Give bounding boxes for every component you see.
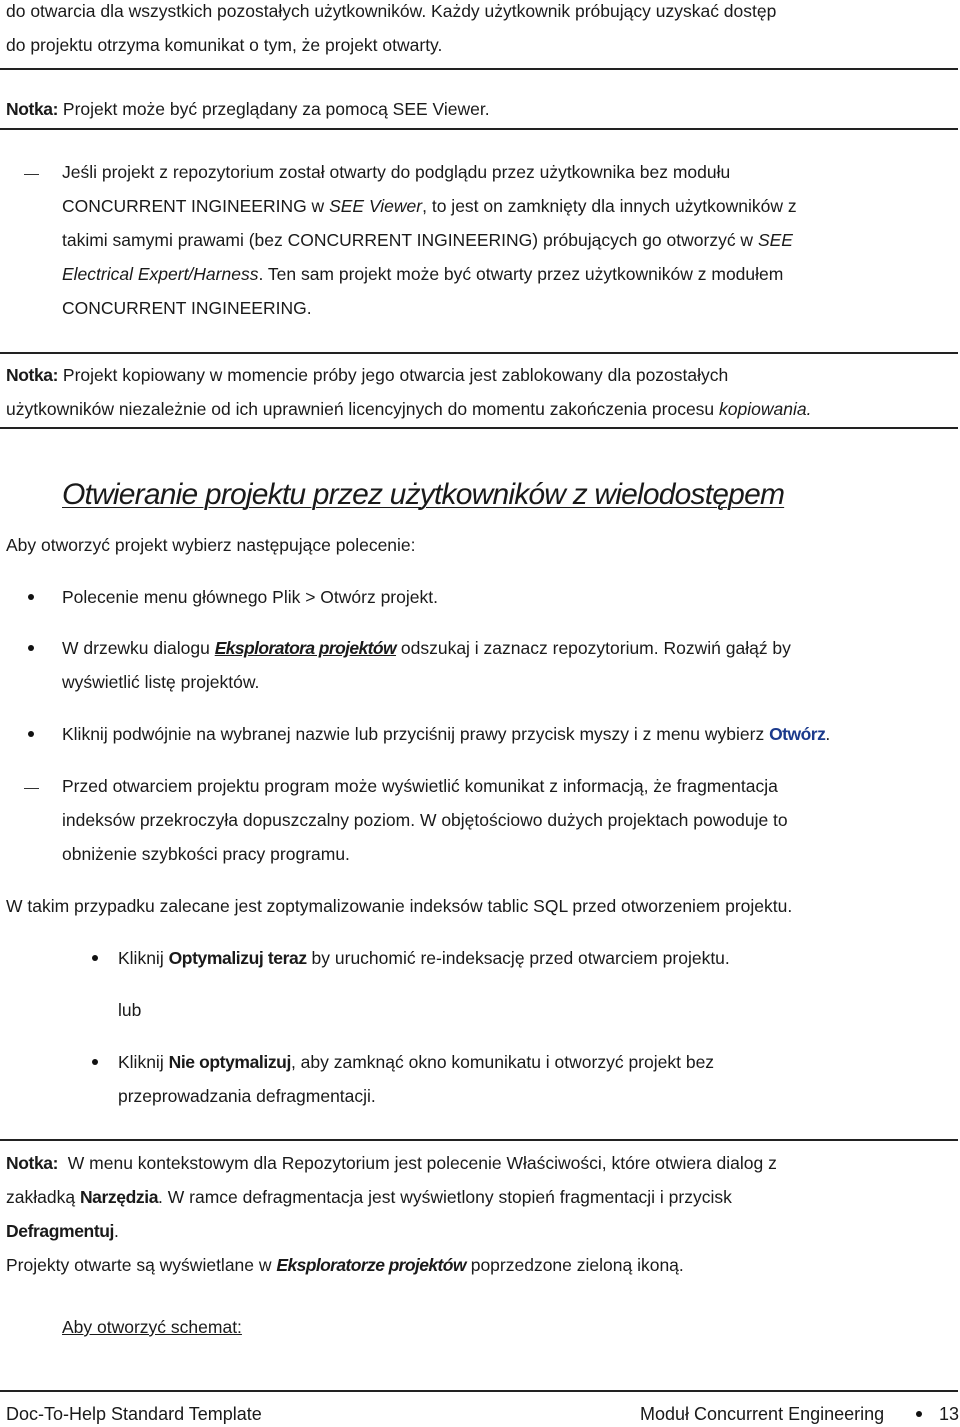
or-text: lub — [118, 1000, 142, 1020]
tools-tab-term: Narzędzia — [79, 1187, 159, 1207]
dash-item-line: CONCURRENT INGINEERING. — [62, 298, 312, 318]
note-bottom-rule — [0, 427, 958, 429]
note-viewer — [6, 98, 490, 120]
intro-text: Aby otworzyć projekt wybierz następujące polecenie: — [6, 535, 416, 555]
bullet-item: W drzewku dialogu Eksploratora projektów odszukaj i zaznacz repozytorium. Rozwiń gałąź by — [62, 638, 791, 658]
see-viewer-term: SEE Viewer — [329, 196, 423, 216]
no-optimize-term: Nie optymalizuj — [168, 1052, 291, 1072]
bullet — [92, 1059, 98, 1065]
note-copy: Notka: Projekt kopiowany w momencie próby jego otwarcia jest zablokowany dla pozostałych — [6, 365, 729, 385]
note-label: Notka: — [6, 99, 59, 119]
dash-item-line: Przed otwarciem projektu program może wyświetlić komunikat z informacją, że fragmentacja — [62, 776, 778, 796]
bullet-item: Kliknij podwójnie na wybranej nazwie lub przyciśnij prawy przycisk myszy i z menu wybierz Otwórz. — [62, 724, 831, 744]
section-heading: Otwieranie projektu przez użytkowników z wielodostępem — [62, 478, 785, 511]
note-top-rule — [0, 352, 958, 354]
bullet — [28, 594, 34, 600]
note-text: Projekt może być przeglądany za pomocą SEE Viewer. — [58, 99, 490, 119]
dash-item-line: takimi samymi prawami (bez CONCURRENT INGINEERING) próbujących go otworzyć w SEE — [62, 230, 793, 250]
note-label: Notka: — [6, 1153, 59, 1173]
dash-marker — [24, 174, 39, 175]
option-skip: Kliknij Nie optymalizuj, aby zamknąć okno komunikatu i otworzyć projekt bez — [118, 1052, 715, 1072]
explorer-term: Eksploratorze projektów — [276, 1255, 466, 1275]
footer-bullet — [916, 1411, 922, 1417]
product-term: Electrical Expert/Harness — [62, 264, 259, 284]
note-context-menu: Notka: W menu kontekstowym dla Repozytorium jest polecenie Właściwości, które otwiera dialog z — [6, 1153, 777, 1173]
bullet — [28, 645, 34, 651]
option-skip-line: przeprowadzania defragmentacji. — [118, 1086, 376, 1106]
note-bottom-rule — [0, 128, 958, 130]
projects-text: Projekty otwarte są wyświetlane w Eksploratorze projektów poprzedzone zieloną ikoną. — [6, 1255, 684, 1275]
dash-item-line: Jeśli projekt z repozytorium został otwarty do podglądu przez użytkownika bez modułu — [62, 162, 731, 182]
bullet — [92, 955, 98, 961]
open-schema-link[interactable]: Aby otworzyć schemat: — [62, 1317, 242, 1337]
dash-item-line: CONCURRENT INGINEERING w SEE Viewer, to jest on zamknięty dla innych użytkowników z — [62, 196, 797, 216]
note-top-rule — [0, 68, 958, 70]
note-top-rule — [0, 1139, 958, 1141]
dash-item-line: Electrical Expert/Harness. Ten sam projekt może być otwarty przez użytkowników z modułem — [62, 264, 784, 284]
option-optimize: Kliknij Optymalizuj teraz by uruchomić re-indeksację przed otwarciem projektu. — [118, 948, 730, 968]
dash-item-line: obniżenie szybkości pracy programu. — [62, 844, 350, 864]
footer-rule — [0, 1390, 958, 1392]
paragraph-line: do otwarcia dla wszystkich pozostałych użytkowników. Każdy użytkownik próbujący uzyskać dostęp — [6, 1, 777, 21]
dash-item-line: indeksów przekroczyła dopuszczalny poziom. W objętościowo dużych projektach powoduje to — [62, 810, 788, 830]
defragment-term: Defragmentuj — [6, 1221, 114, 1241]
page-number: 13 — [939, 1404, 960, 1424]
note-context-line: zakładką Narzędzia. W ramce defragmentacja jest wyświetlony stopień fragmentacji i przycisk — [6, 1187, 732, 1207]
recommendation-text: W takim przypadku zalecane jest zoptymalizowanie indeksów tablic SQL przed otworzeniem projektu. — [6, 896, 793, 916]
footer-left: Doc-To-Help Standard Template — [6, 1404, 262, 1424]
note-copy-line: użytkowników niezależnie od ich uprawnień licencyjnych do momentu zakończenia procesu kopiowania. — [6, 399, 812, 419]
explorer-term: Eksploratora projektów — [214, 638, 397, 658]
optimize-now-term: Optymalizuj teraz — [168, 948, 307, 968]
bullet — [28, 731, 34, 737]
note-label: Notka: — [6, 365, 59, 385]
dash-marker — [24, 788, 39, 789]
paragraph-line: do projektu otrzyma komunikat o tym, że projekt otwarty. — [6, 35, 443, 55]
note-context-line: Defragmentuj. — [6, 1221, 119, 1241]
footer-right: Moduł Concurrent Engineering — [640, 1404, 885, 1424]
bullet-item: Polecenie menu głównego Plik > Otwórz projekt. — [62, 587, 438, 607]
bullet-item-line: wyświetlić listę projektów. — [62, 672, 260, 692]
open-command: Otwórz — [769, 724, 826, 744]
